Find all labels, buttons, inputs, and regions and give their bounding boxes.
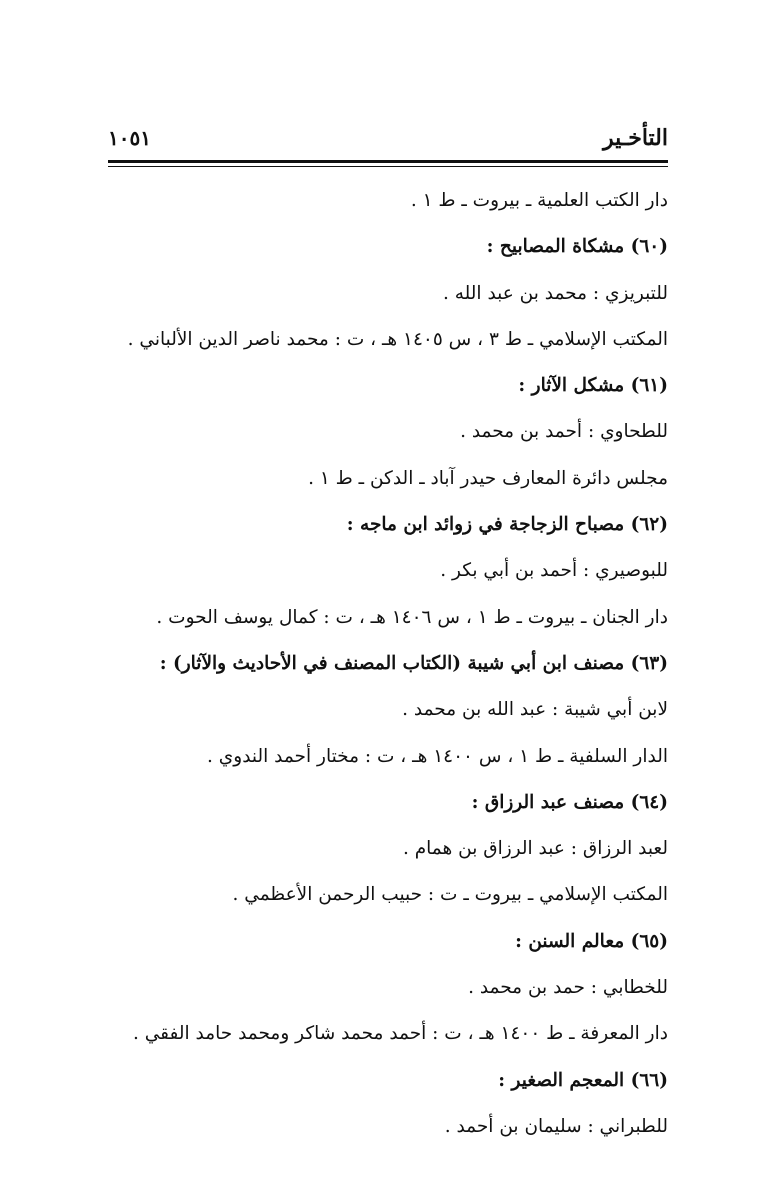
bib-line-publisher: المكتب الإسلامي ـ بيروت ـ ت : حبيب الرحمن الأعظمي . — [232, 884, 668, 906]
bib-line-publisher: دار المعرفة ـ ط ١٤٠٠ هـ ، ت : أحمد محمد شاكر ومحمد حامد الفقي . — [132, 1023, 668, 1045]
bib-line-publisher: المكتب الإسلامي ـ ط ٣ ، س ١٤٠٥ هـ ، ت : محمد ناصر الدين الألباني . — [127, 328, 668, 350]
page-header — [108, 118, 668, 154]
bib-line-publisher: دار الجنان ـ بيروت ـ ط ١ ، س ١٤٠٦ هـ ، ت : كمال يوسف الحوت . — [156, 606, 668, 628]
bib-line-author: للبوصيري : أحمد بن أبي بكر . — [440, 560, 668, 582]
bib-entry-heading: (٦٣) مصنف ابن أبي شيبة (الكتاب المصنف في الأحاديث والآثار) : — [159, 652, 668, 674]
bib-line-publisher: الدار السلفية ـ ط ١ ، س ١٤٠٠ هـ ، ت : مختار أحمد الندوي . — [207, 745, 668, 767]
bib-line-author: لابن أبي شيبة : عبد الله بن محمد . — [402, 699, 668, 721]
bib-entry-heading: (٦٢) مصباح الزجاجة في زوائد ابن ماجه : — [346, 514, 668, 536]
header-rule-thin — [108, 166, 668, 167]
bib-entry-heading: (٦٦) المعجم الصغير : — [498, 1069, 668, 1091]
bib-line-publisher: دار الكتب العلمية ـ بيروت ـ ط ١ . — [410, 190, 668, 211]
running-title: التأخـير — [603, 125, 668, 151]
bib-entry-heading: (٦٠) مشكاة المصابيح : — [486, 236, 668, 258]
bib-entry-heading: (٦٥) معالم السنن : — [515, 930, 668, 952]
bib-entry-heading: (٦١) مشكل الآثار : — [518, 375, 668, 397]
page-number: ١٠٥١ — [108, 126, 151, 150]
bib-line-author: للتبريزي : محمد بن عبد الله . — [442, 282, 668, 304]
bib-entry-heading: (٦٤) مصنف عبد الرزاق : — [471, 791, 668, 813]
bibliography-body — [100, 178, 668, 1150]
bib-line-author: للطبراني : سليمان بن أحمد . — [444, 1115, 668, 1137]
bib-line-author: للخطابي : حمد بن محمد . — [468, 977, 668, 999]
bib-line-author: للطحاوي : أحمد بن محمد . — [460, 421, 668, 443]
bib-line-author: لعبد الرزاق : عبد الرزاق بن همام . — [402, 838, 668, 860]
header-rule-thick — [108, 160, 668, 163]
bib-line-publisher: مجلس دائرة المعارف حيدر آباد ـ الدكن ـ ط ١ . — [308, 467, 668, 489]
